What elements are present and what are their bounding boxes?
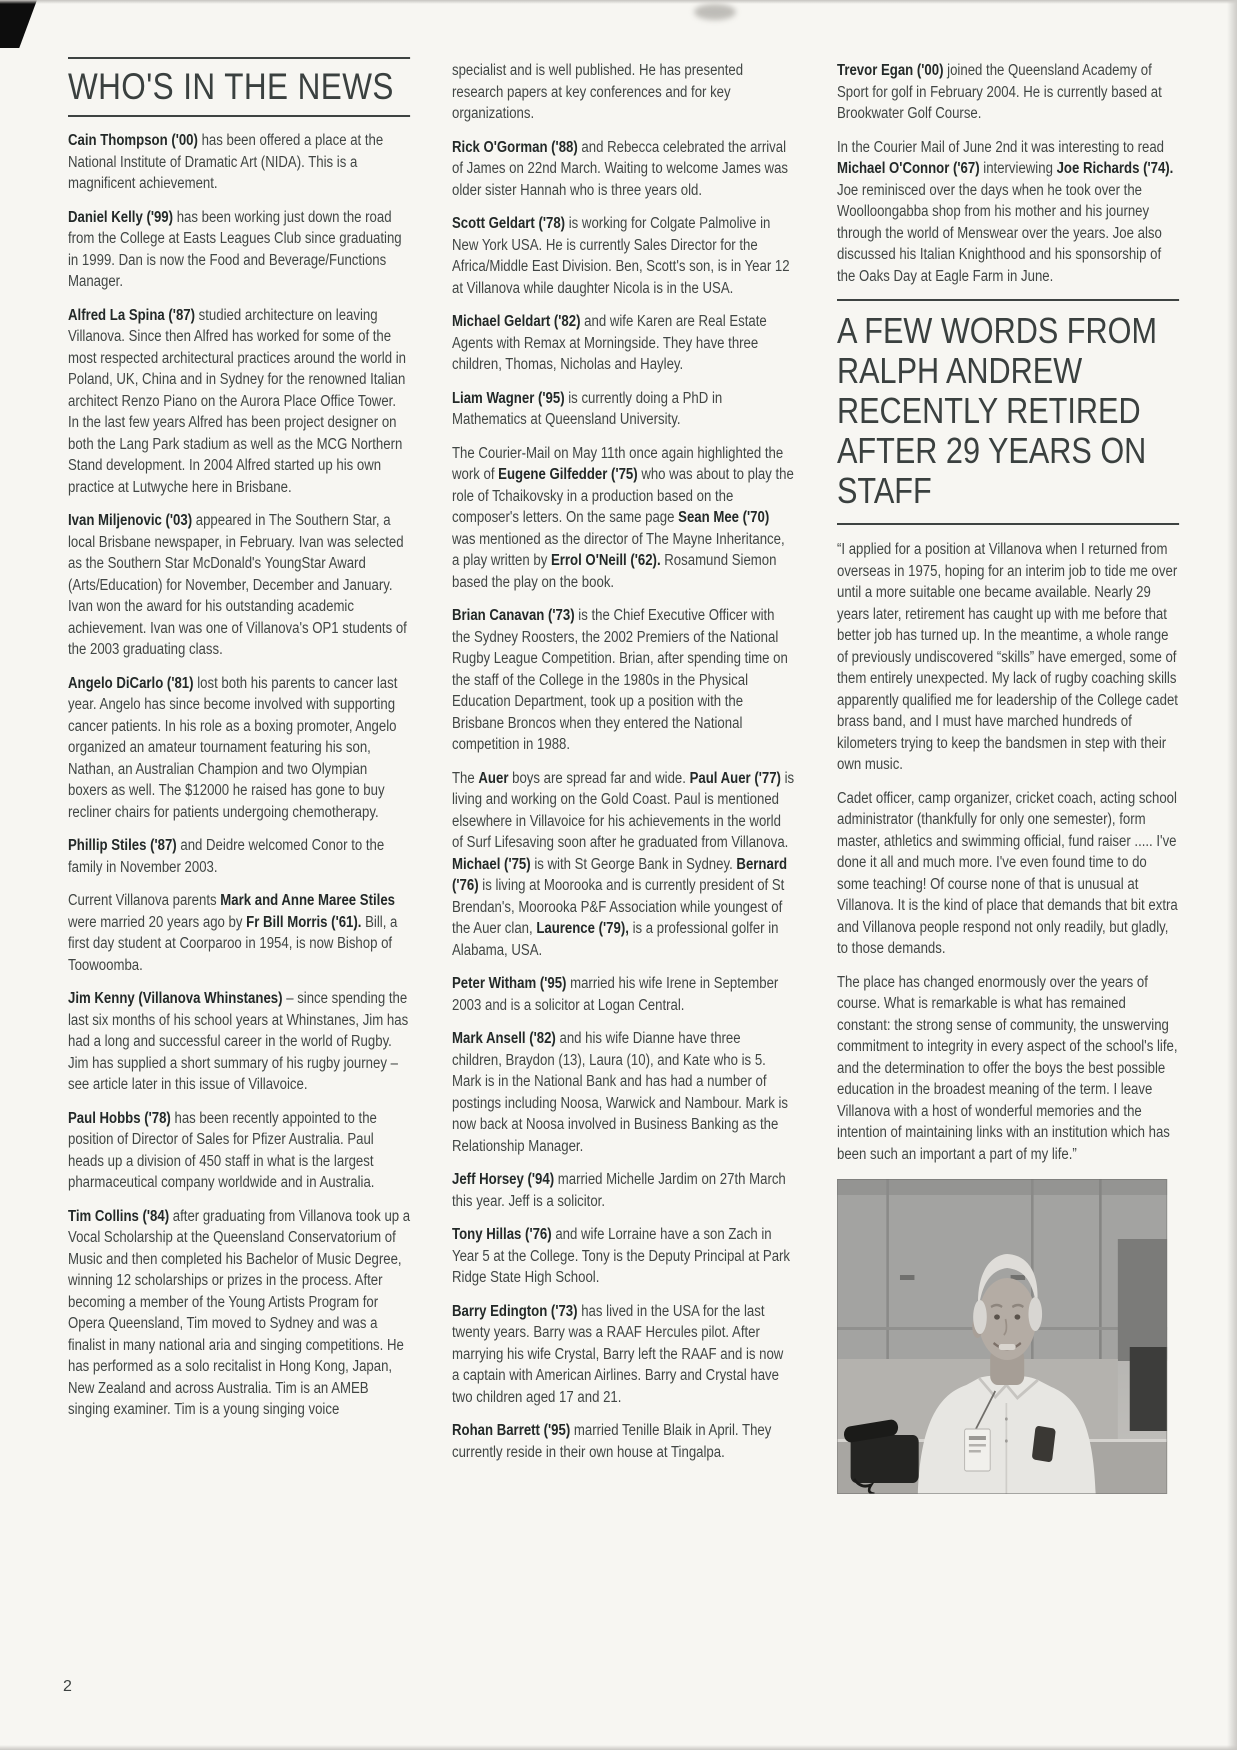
- scan-edge-top: [0, 0, 1237, 4]
- news-paragraph: Mark Ansell ('82) and his wife Dianne have three children, Braydon (13), Laura (10), and Kate who is 5. Mark is in the National Bank and has had a number of postings including Noosa, Warwick and Nambour. Mark is now back at Noosa involved in Business Banking as the Relationship Manager.: [452, 1030, 789, 1155]
- page-number: 2: [63, 1678, 72, 1695]
- news-paragraph: Michael Geldart ('82) and wife Karen are Real Estate Agents with Remax at Morningside. They have three children, Thomas, Nicholas and Hayley.: [452, 313, 767, 373]
- news-paragraph: Rohan Barrett ('95) married Tenille Blaik in April. They currently reside in their own house at Tingalpa.: [452, 1422, 772, 1461]
- column-right: [837, 60, 1179, 1494]
- news-paragraph: In the Courier Mail of June 2nd it was interesting to read Michael O'Connor ('67) interviewing Joe Richards ('74). Joe reminisced over the days when he took over the Woolloongabba shop from his mother and his journey through the world of Menswear over the years. Joe also discussed his Italian Knighthood and his sponsorship of the Oaks Day at Eagle Farm in June.: [837, 138, 1174, 285]
- photo-doorway-shadow: [1130, 1347, 1167, 1431]
- ralph-andrew-photo: [837, 1179, 1167, 1494]
- quote-paragraph-list: [837, 539, 1179, 1165]
- news-paragraph: Ivan Miljenovic ('03) appeared in The Southern Star, a local Brisbane newspaper, in February. Ivan was selected as the Southern Star McDonald's YoungStar Award (Arts/Education) for November, December and January. Ivan won the award for his outstanding academic achievement. Ivan was one of Villanova's OP1 students of the 2003 graduating class.: [68, 512, 407, 658]
- news-paragraph: Trevor Egan ('00) joined the Queensland Academy of Sport for golf in February 2004. He is currently based at Brookwater Golf Course.: [837, 62, 1162, 122]
- scan-artifact-corner: [0, 0, 37, 48]
- news-paragraph: Alfred La Spina ('87) studied architecture on leaving Villanova. Since then Alfred has worked for some of the most respected architectural practices around the world in Poland, UK, China and in Sydney for the renowned Italian architect Renzo Piano on the Aurora Place Office Tower. In the last few years Alfred has been project designer on both the Lang Park stadium as well as the MCG Northern Stand development. In 2004 Alfred started up his own practice at Lutwyche here in Brisbane.: [68, 306, 406, 496]
- news-paragraph: Scott Geldart ('78) is working for Colgate Palmolive in New York USA. He is currently Sales Director for the Africa/Middle East Division. Ben, Scott's son, is in Year 12 at Villanova while daughter Nicola is in the USA.: [452, 215, 790, 297]
- masthead-rule-top: [68, 57, 410, 59]
- news-paragraph: Paul Hobbs ('78) has been recently appointed to the position of Director of Sales for Pfizer Australia. Paul heads up a division of 450 staff in what is the largest pharmaceutical company worldwide and in Australia.: [68, 1109, 377, 1191]
- news-paragraph: Barry Edington ('73) has lived in the USA for the last twenty years. Barry was a RAAF Hercules pilot. After marrying his wife Crystal, Barry left the RAAF and is now a captain with American Airlines. Barry and Crystal have two children aged 17 and 21.: [452, 1302, 784, 1406]
- scan-artifact-smudge: [694, 4, 736, 20]
- news-paragraph: Daniel Kelly ('99) has been working just down the road from the College at Easts Leagues Club since graduating in 1999. Dan is now the Food and Beverage/Functions Manager.: [68, 208, 402, 290]
- section-rule-top: [837, 299, 1179, 301]
- news-paragraph: Liam Wagner ('95) is currently doing a PhD in Mathematics at Queensland University.: [452, 389, 723, 428]
- news-paragraph: “I applied for a position at Villanova when I returned from overseas in 1975, hoping for an interim job to tide me over until a more suitable one became available. Nearly 29 years later, retirement has caught up with me before that better job has turned up. In the meantime, a whole range of previously undiscovered “skills” have emerged, some of them entirely unexpected. My lack of rugby coaching skills apparently qualified me for leadership of the College cadet brass band, and I must have marched hundreds of kilometers trying to keep the bandsmen in step with their own music.: [837, 541, 1178, 773]
- section-title: A FEW WORDS FROM RALPH ANDREW RECENTLY RETIRED AFTER 29 YEARS ON STAFF: [837, 310, 1157, 511]
- photo-pocket-object: [1032, 1425, 1056, 1462]
- news-paragraph: Jeff Horsey ('94) married Michelle Jardim on 27th March this year. Jeff is a solicitor.: [452, 1171, 786, 1210]
- news-paragraph: Jim Kenny (Villanova Whinstanes) – since spending the last six months of his school years at Whinstanes, Jim has had a long and successful career in the world of Rugby. Jim has supplied a short summary of his rugby journey – see article later in this issue of Villavoice.: [68, 990, 409, 1093]
- news-paragraph: Phillip Stiles ('87) and Deidre welcomed Conor to the family in November 2003.: [68, 837, 385, 876]
- news-paragraph-list: [837, 60, 1179, 287]
- news-paragraph: specialist and is well published. He has presented research papers at key conferences and for key organizations.: [452, 62, 744, 122]
- news-paragraph: Brian Canavan ('73) is the Chief Executive Officer with the Sydney Roosters, the 2002 Premiers of the National Rugby League Competition. Brian, after spending time on the staff of the College in the 1980s in the Physical Education Department, took up a position with the Brisbane Broncos when they entered the National competition in 1988.: [452, 607, 788, 753]
- scan-edge-bottom: [0, 1745, 1237, 1750]
- news-paragraph: Peter Witham ('95) married his wife Irene in September 2003 and is a solicitor at Logan Central.: [452, 975, 779, 1014]
- news-paragraph: The Courier-Mail on May 11th once again highlighted the work of Eugene Gilfedder ('75) who was about to play the role of Tchaikovsky in a production based on the composer's letters. On the same page Sean Mee ('70) was mentioned as the director of The Mayne Inheritance, a play written by Errol O'Neill ('62). Rosamund Siemon based the play on the book.: [452, 444, 794, 591]
- news-paragraph: Tim Collins ('84) after graduating from Villanova took up a Vocal Scholarship at the Queensland Conservatorium of Music and then completed his Bachelor of Music Degree, winning 12 scholarships or prizes in the process. After becoming a member of the Young Artists Program for Opera Queensland, Tim moved to Sydney and was a finalist in many national aria and singing competitions. He has performed as a solo recitalist in Hong Kong, Japan, New Zealand and across Australia. Tim is an AMEB singing examiner. Tim is a young singing voice: [68, 1207, 411, 1418]
- masthead-rule-bottom: [68, 115, 410, 117]
- news-paragraph: Current Villanova parents Mark and Anne Maree Stiles were married 20 years ago by Fr Bill Morris ('61). Bill, a first day student at Coorparoo in 1954, is now Bishop of Toowoomba.: [68, 892, 398, 974]
- scan-edge-right: [1227, 0, 1237, 1750]
- news-paragraph: Cain Thompson ('00) has been offered a place at the National Institute of Dramatic Art (NIDA). This is a magnificent achievement.: [68, 132, 384, 192]
- news-paragraph: Angelo DiCarlo ('81) lost both his parents to cancer last year. Angelo has since become involved with supporting cancer patients. In his role as a boxing promoter, Angelo organized an amateur tournament featuring his son, Nathan, an Australian Champion and two Olympian boxers as well. The $12000 he raised has gone to buy recliner chairs for patients undergoing chemotherapy.: [68, 674, 398, 821]
- news-paragraph: Tony Hillas ('76) and wife Lorraine have a son Zach in Year 5 at the College. Tony is the Deputy Principal at Park Ridge State High School.: [452, 1226, 791, 1286]
- column-middle: [452, 60, 794, 1475]
- news-paragraph-list: [68, 130, 410, 1421]
- news-paragraph: The place has changed enormously over the years of course. What is remarkable is what has remained constant: the strong sense of community, the unswerving commitment to integrity in every aspect of the school's life, and the determination to offer the boys the best possible education in the broadest meaning of the term. I leave Villanova with a host of wonderful memories and the intention of maintaining links with an institution which has been such an important a part of my life.”: [837, 973, 1178, 1163]
- section-rule-bottom: [837, 523, 1179, 525]
- news-paragraph-list: [452, 60, 794, 1463]
- news-paragraph: The Auer boys are spread far and wide. Paul Auer ('77) is living and working on the Gold Coast. Paul is mentioned elsewhere in Villavoice for his achievements in the world of Surf Lifesaving soon after he graduated from Villanova. Michael ('75) is with St George Bank in Sydney. Bernard ('76) is living at Moorooka and is currently president of St Brendan's, Moorooka P&F Association while youngest of the Auer clan, Laurence ('79), is a professional golfer in Alabama, USA.: [452, 769, 795, 959]
- page-title: WHO'S IN THE NEWS: [68, 66, 394, 107]
- news-paragraph: Cadet officer, camp organizer, cricket coach, acting school administrator (thankfully for only one semester), form master, athletics and swimming official, fund raiser ..... I've done it all and much more. I've even found time to do some teaching! Of course none of that is unusual at Villanova. It is the kind of place that demands that bit extra and Villanova people respond not only readily, but gladly, to those demands.: [837, 789, 1178, 957]
- column-left: [68, 57, 410, 1433]
- news-paragraph: Rick O'Gorman ('88) and Rebecca celebrated the arrival of James on 22nd March. Waiting to welcome James was older sister Hannah who is three years old.: [452, 138, 789, 199]
